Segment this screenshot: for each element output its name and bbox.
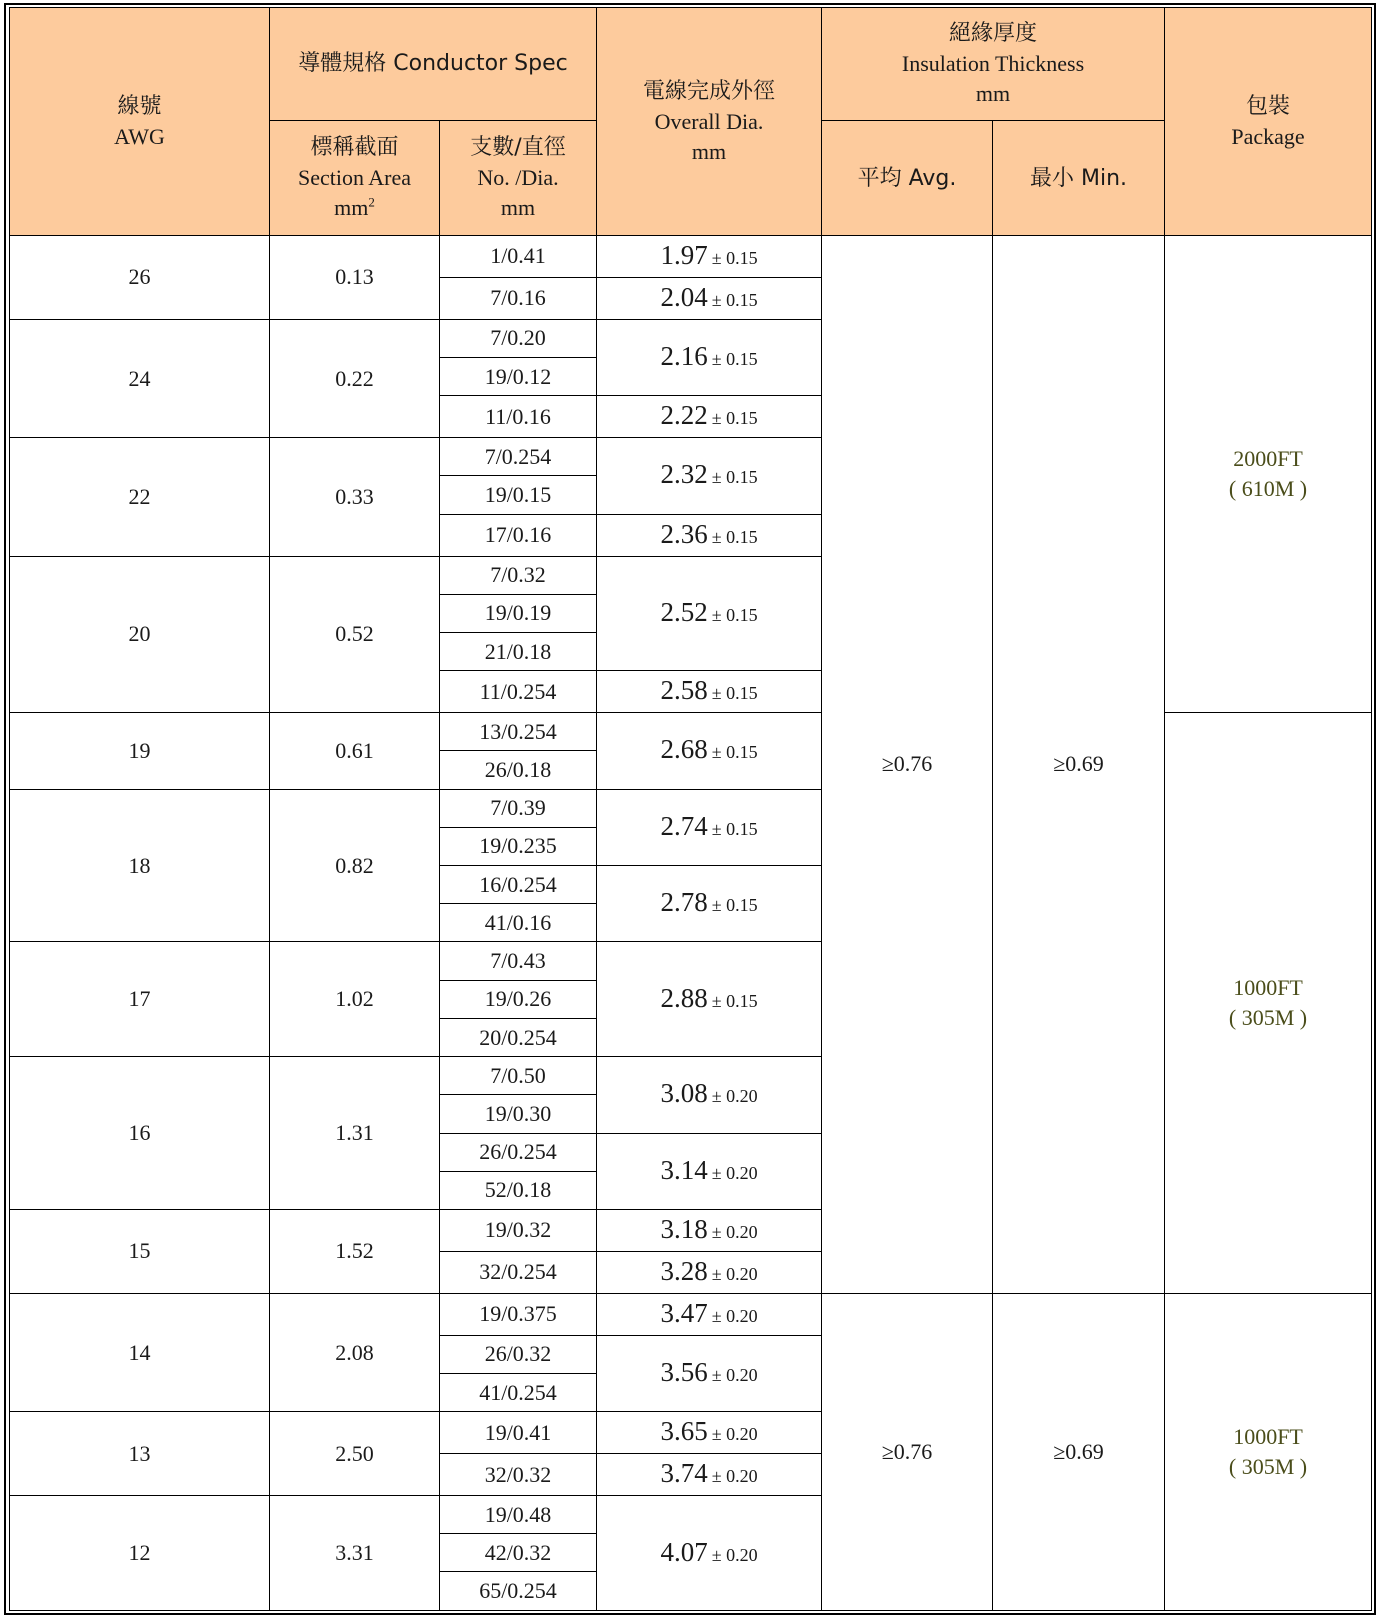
spec-table-frame (4, 3, 1376, 1615)
strand-cell: 26/0.18 (440, 751, 597, 789)
strand-cell: 19/0.235 (440, 827, 597, 865)
area-cell: 2.50 (270, 1412, 440, 1496)
diameter-cell: 3.18 ± 0.20 (597, 1209, 822, 1251)
awg-cell: 26 (10, 236, 270, 320)
strand-cell: 32/0.32 (440, 1454, 597, 1496)
awg-cell: 22 (10, 438, 270, 556)
awg-cell: 15 (10, 1209, 270, 1293)
strand-cell: 19/0.19 (440, 594, 597, 632)
strand-cell: 7/0.43 (440, 942, 597, 980)
diameter-cell: 2.78 ± 0.15 (597, 866, 822, 942)
header-insulation-thickness: 絕緣厚度 Insulation Thickness mm (822, 8, 1165, 121)
strand-cell: 19/0.32 (440, 1209, 597, 1251)
diameter-cell: 2.88 ± 0.15 (597, 942, 822, 1057)
strand-cell: 11/0.254 (440, 671, 597, 713)
strand-cell: 7/0.32 (440, 556, 597, 594)
strand-cell: 20/0.254 (440, 1018, 597, 1056)
awg-cell: 24 (10, 319, 270, 437)
wire-spec-table (9, 7, 1372, 1611)
diameter-cell: 3.14 ± 0.20 (597, 1133, 822, 1209)
strand-cell: 7/0.16 (440, 277, 597, 319)
diameter-cell: 1.97 ± 0.15 (597, 236, 822, 278)
area-cell: 3.31 (270, 1496, 440, 1611)
header-strand: 支數/直徑 No. /Dia. mm (440, 121, 597, 236)
strand-cell: 42/0.32 (440, 1534, 597, 1572)
strand-cell: 19/0.375 (440, 1293, 597, 1335)
diameter-cell: 2.58 ± 0.15 (597, 671, 822, 713)
diameter-cell: 3.56 ± 0.20 (597, 1335, 822, 1411)
awg-cell: 16 (10, 1057, 270, 1210)
diameter-cell: 2.04 ± 0.15 (597, 277, 822, 319)
package-cell: 2000FT ( 610M ) (1165, 236, 1372, 713)
header-conductor-spec: 導體規格 Conductor Spec (270, 8, 597, 121)
awg-cell: 18 (10, 789, 270, 942)
strand-cell: 19/0.12 (440, 358, 597, 396)
strand-cell: 26/0.32 (440, 1335, 597, 1373)
diameter-cell: 2.32 ± 0.15 (597, 438, 822, 514)
strand-cell: 16/0.254 (440, 866, 597, 904)
strand-cell: 41/0.16 (440, 904, 597, 942)
diameter-cell: 2.22 ± 0.15 (597, 396, 822, 438)
area-cell: 0.52 (270, 556, 440, 713)
strand-cell: 21/0.18 (440, 633, 597, 671)
package-cell: 1000FT ( 305M ) (1165, 1293, 1372, 1610)
awg-cell: 14 (10, 1293, 270, 1411)
awg-cell: 20 (10, 556, 270, 713)
insulation-avg-cell: ≥0.76 (822, 236, 993, 1294)
diameter-cell: 2.68 ± 0.15 (597, 713, 822, 789)
area-cell: 1.02 (270, 942, 440, 1057)
insulation-min-cell: ≥0.69 (993, 1293, 1165, 1610)
strand-cell: 7/0.50 (440, 1057, 597, 1095)
diameter-cell: 3.65 ± 0.20 (597, 1412, 822, 1454)
strand-cell: 52/0.18 (440, 1171, 597, 1209)
strand-cell: 7/0.39 (440, 789, 597, 827)
header-min: 最小 Min. (993, 121, 1165, 236)
strand-cell: 19/0.30 (440, 1095, 597, 1133)
area-cell: 0.13 (270, 236, 440, 320)
header-section-area: 標稱截面 Section Area $mm^2$ (270, 121, 440, 236)
package-cell: 1000FT ( 305M ) (1165, 713, 1372, 1294)
awg-cell: 19 (10, 713, 270, 789)
awg-cell: 13 (10, 1412, 270, 1496)
area-cell: 1.31 (270, 1057, 440, 1210)
awg-cell: 12 (10, 1496, 270, 1611)
strand-cell: 19/0.41 (440, 1412, 597, 1454)
strand-cell: 32/0.254 (440, 1251, 597, 1293)
diameter-cell: 2.16 ± 0.15 (597, 319, 822, 395)
strand-cell: 19/0.48 (440, 1496, 597, 1534)
header-awg: 線號 AWG (10, 8, 270, 236)
diameter-cell: 3.08 ± 0.20 (597, 1057, 822, 1133)
strand-cell: 19/0.15 (440, 476, 597, 514)
insulation-avg-cell: ≥0.76 (822, 1293, 993, 1610)
diameter-cell: 4.07 ± 0.20 (597, 1496, 822, 1611)
diameter-cell: 3.47 ± 0.20 (597, 1293, 822, 1335)
diameter-cell: 3.74 ± 0.20 (597, 1454, 822, 1496)
area-cell: 0.61 (270, 713, 440, 789)
strand-cell: 17/0.16 (440, 514, 597, 556)
area-cell: 0.22 (270, 319, 440, 437)
diameter-cell: 2.36 ± 0.15 (597, 514, 822, 556)
header-overall-dia: 電線完成外徑 Overall Dia. mm (597, 8, 822, 236)
strand-cell: 13/0.254 (440, 713, 597, 751)
area-cell: 0.82 (270, 789, 440, 942)
strand-cell: 1/0.41 (440, 236, 597, 278)
diameter-cell: 2.74 ± 0.15 (597, 789, 822, 865)
awg-cell: 17 (10, 942, 270, 1057)
strand-cell: 41/0.254 (440, 1373, 597, 1411)
area-cell: 2.08 (270, 1293, 440, 1411)
strand-cell: 7/0.20 (440, 319, 597, 357)
strand-cell: 11/0.16 (440, 396, 597, 438)
strand-cell: 26/0.254 (440, 1133, 597, 1171)
diameter-cell: 2.52 ± 0.15 (597, 556, 822, 671)
header-avg: 平均 Avg. (822, 121, 993, 236)
strand-cell: 65/0.254 (440, 1572, 597, 1611)
area-cell: 0.33 (270, 438, 440, 556)
diameter-cell: 3.28 ± 0.20 (597, 1251, 822, 1293)
strand-cell: 7/0.254 (440, 438, 597, 476)
strand-cell: 19/0.26 (440, 980, 597, 1018)
header-package: 包裝 Package (1165, 8, 1372, 236)
spec-table-body (10, 236, 1372, 1611)
area-cell: 1.52 (270, 1209, 440, 1293)
insulation-min-cell: ≥0.69 (993, 236, 1165, 1294)
